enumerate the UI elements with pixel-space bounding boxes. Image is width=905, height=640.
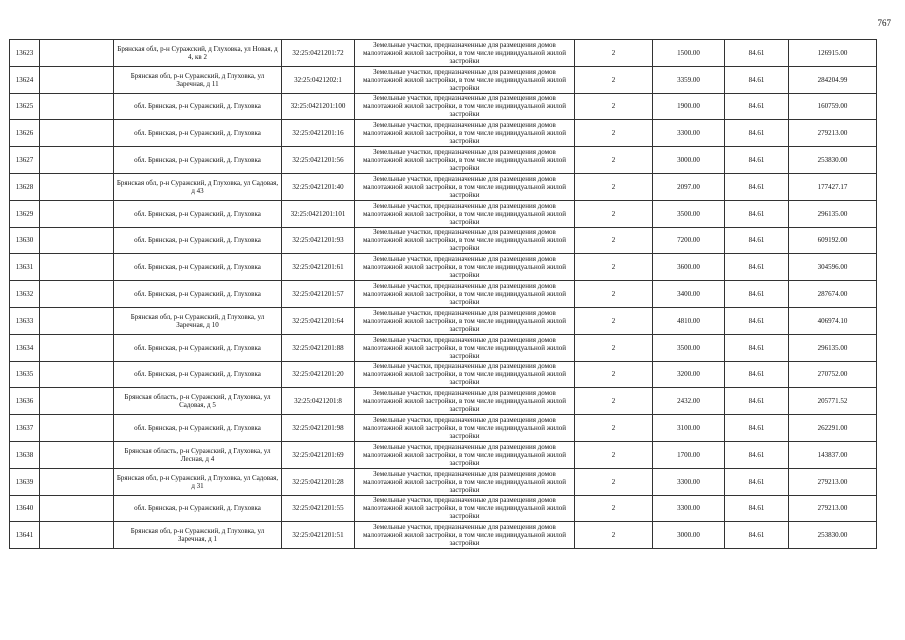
cadastral-number-cell: 32:25:0421201:55 bbox=[282, 495, 355, 522]
address-cell: Брянская обл, р-н Суражский, д Глуховка, ул Садовая, д 31 bbox=[114, 468, 282, 495]
table-row bbox=[10, 441, 877, 468]
area-cell: 3400.00 bbox=[653, 281, 725, 308]
category-cell: 2 bbox=[575, 200, 653, 227]
table-row bbox=[10, 93, 877, 120]
rate-cell: 84.61 bbox=[725, 120, 789, 147]
rate-cell: 84.61 bbox=[725, 40, 789, 67]
table-row bbox=[10, 40, 877, 67]
cadastral-number-cell: 32:25:0421201:28 bbox=[282, 468, 355, 495]
rate-cell: 84.61 bbox=[725, 441, 789, 468]
table-row bbox=[10, 120, 877, 147]
purpose-cell: Земельные участки, предназначенные для размещения домов малоэтажной жилой застройки, в том числе индивидуальной жилой застройки bbox=[355, 120, 575, 147]
purpose-cell: Земельные участки, предназначенные для размещения домов малоэтажной жилой застройки, в том числе индивидуальной жилой застройки bbox=[355, 227, 575, 254]
blank-cell bbox=[40, 40, 114, 67]
purpose-cell: Земельные участки, предназначенные для размещения домов малоэтажной жилой застройки, в том числе индивидуальной жилой застройки bbox=[355, 40, 575, 67]
cadastral-number-cell: 32:25:0421202:1 bbox=[282, 66, 355, 93]
cadastral-number-cell: 32:25:0421201:101 bbox=[282, 200, 355, 227]
blank-cell bbox=[40, 495, 114, 522]
area-cell: 3000.00 bbox=[653, 522, 725, 549]
address-cell: обл. Брянская, р-н Суражский, д. Глуховка bbox=[114, 93, 282, 120]
table-row bbox=[10, 468, 877, 495]
cadastral-value-cell: 270752.00 bbox=[789, 361, 877, 388]
row-number-cell: 13624 bbox=[10, 66, 40, 93]
category-cell: 2 bbox=[575, 227, 653, 254]
cadastral-number-cell: 32:25:0421201:56 bbox=[282, 147, 355, 174]
category-cell: 2 bbox=[575, 120, 653, 147]
purpose-cell: Земельные участки, предназначенные для размещения домов малоэтажной жилой застройки, в том числе индивидуальной жилой застройки bbox=[355, 200, 575, 227]
address-cell: обл. Брянская, р-н Суражский, д. Глуховка bbox=[114, 227, 282, 254]
rate-cell: 84.61 bbox=[725, 93, 789, 120]
purpose-cell: Земельные участки, предназначенные для размещения домов малоэтажной жилой застройки, в том числе индивидуальной жилой застройки bbox=[355, 173, 575, 200]
area-cell: 1900.00 bbox=[653, 93, 725, 120]
area-cell: 3359.00 bbox=[653, 66, 725, 93]
rate-cell: 84.61 bbox=[725, 468, 789, 495]
blank-cell bbox=[40, 227, 114, 254]
purpose-cell: Земельные участки, предназначенные для размещения домов малоэтажной жилой застройки, в том числе индивидуальной жилой застройки bbox=[355, 147, 575, 174]
table-row bbox=[10, 307, 877, 334]
category-cell: 2 bbox=[575, 522, 653, 549]
address-cell: Брянская обл, р-н Суражский, д Глуховка, ул Садовая, д 43 bbox=[114, 173, 282, 200]
cadastral-number-cell: 32:25:0421201:57 bbox=[282, 281, 355, 308]
cadastral-value-cell: 253830.00 bbox=[789, 522, 877, 549]
purpose-cell: Земельные участки, предназначенные для размещения домов малоэтажной жилой застройки, в том числе индивидуальной жилой застройки bbox=[355, 281, 575, 308]
area-cell: 3300.00 bbox=[653, 495, 725, 522]
category-cell: 2 bbox=[575, 93, 653, 120]
address-cell: Брянская обл, р-н Суражский, д Глуховка, ул Заречная, д 11 bbox=[114, 66, 282, 93]
table-row bbox=[10, 200, 877, 227]
table-row bbox=[10, 173, 877, 200]
area-cell: 2432.00 bbox=[653, 388, 725, 415]
table-row bbox=[10, 66, 877, 93]
cadastral-value-cell: 304596.00 bbox=[789, 254, 877, 281]
purpose-cell: Земельные участки, предназначенные для размещения домов малоэтажной жилой застройки, в том числе индивидуальной жилой застройки bbox=[355, 307, 575, 334]
row-number-cell: 13639 bbox=[10, 468, 40, 495]
area-cell: 3100.00 bbox=[653, 415, 725, 442]
rate-cell: 84.61 bbox=[725, 415, 789, 442]
cadastral-value-cell: 279213.00 bbox=[789, 120, 877, 147]
blank-cell bbox=[40, 334, 114, 361]
category-cell: 2 bbox=[575, 361, 653, 388]
cadastral-value-cell: 205771.52 bbox=[789, 388, 877, 415]
cadastral-number-cell: 32:25:0421201:93 bbox=[282, 227, 355, 254]
blank-cell bbox=[40, 441, 114, 468]
rate-cell: 84.61 bbox=[725, 307, 789, 334]
cadastral-value-cell: 126915.00 bbox=[789, 40, 877, 67]
cadastral-value-cell: 253830.00 bbox=[789, 147, 877, 174]
table-row bbox=[10, 388, 877, 415]
blank-cell bbox=[40, 173, 114, 200]
page-number: 767 bbox=[877, 18, 891, 28]
category-cell: 2 bbox=[575, 415, 653, 442]
area-cell: 4810.00 bbox=[653, 307, 725, 334]
address-cell: обл. Брянская, р-н Суражский, д. Глуховка bbox=[114, 361, 282, 388]
cadastral-number-cell: 32:25:0421201:88 bbox=[282, 334, 355, 361]
category-cell: 2 bbox=[575, 468, 653, 495]
cadastral-value-cell: 609192.00 bbox=[789, 227, 877, 254]
address-cell: обл. Брянская, р-н Суражский, д. Глуховка bbox=[114, 147, 282, 174]
row-number-cell: 13641 bbox=[10, 522, 40, 549]
land-registry-table bbox=[9, 39, 877, 549]
cadastral-number-cell: 32:25:0421201:98 bbox=[282, 415, 355, 442]
row-number-cell: 13633 bbox=[10, 307, 40, 334]
row-number-cell: 13640 bbox=[10, 495, 40, 522]
row-number-cell: 13636 bbox=[10, 388, 40, 415]
row-number-cell: 13626 bbox=[10, 120, 40, 147]
category-cell: 2 bbox=[575, 254, 653, 281]
row-number-cell: 13634 bbox=[10, 334, 40, 361]
category-cell: 2 bbox=[575, 307, 653, 334]
area-cell: 2097.00 bbox=[653, 173, 725, 200]
purpose-cell: Земельные участки, предназначенные для размещения домов малоэтажной жилой застройки, в том числе индивидуальной жилой застройки bbox=[355, 468, 575, 495]
cadastral-value-cell: 287674.00 bbox=[789, 281, 877, 308]
area-cell: 3500.00 bbox=[653, 200, 725, 227]
table-row bbox=[10, 281, 877, 308]
row-number-cell: 13628 bbox=[10, 173, 40, 200]
purpose-cell: Земельные участки, предназначенные для размещения домов малоэтажной жилой застройки, в том числе индивидуальной жилой застройки bbox=[355, 495, 575, 522]
table-row bbox=[10, 147, 877, 174]
category-cell: 2 bbox=[575, 173, 653, 200]
cadastral-number-cell: 32:25:0421201:72 bbox=[282, 40, 355, 67]
row-number-cell: 13632 bbox=[10, 281, 40, 308]
rate-cell: 84.61 bbox=[725, 173, 789, 200]
area-cell: 3200.00 bbox=[653, 361, 725, 388]
category-cell: 2 bbox=[575, 147, 653, 174]
row-number-cell: 13629 bbox=[10, 200, 40, 227]
table-body bbox=[10, 40, 877, 549]
rate-cell: 84.61 bbox=[725, 334, 789, 361]
rate-cell: 84.61 bbox=[725, 388, 789, 415]
table-row bbox=[10, 334, 877, 361]
blank-cell bbox=[40, 66, 114, 93]
category-cell: 2 bbox=[575, 66, 653, 93]
category-cell: 2 bbox=[575, 388, 653, 415]
table-row bbox=[10, 254, 877, 281]
cadastral-number-cell: 32:25:0421201:69 bbox=[282, 441, 355, 468]
purpose-cell: Земельные участки, предназначенные для размещения домов малоэтажной жилой застройки, в том числе индивидуальной жилой застройки bbox=[355, 254, 575, 281]
blank-cell bbox=[40, 388, 114, 415]
row-number-cell: 13625 bbox=[10, 93, 40, 120]
purpose-cell: Земельные участки, предназначенные для размещения домов малоэтажной жилой застройки, в том числе индивидуальной жилой застройки bbox=[355, 441, 575, 468]
category-cell: 2 bbox=[575, 281, 653, 308]
address-cell: Брянская обл, р-н Суражский, д Глуховка, ул Новая, д 4, кв 2 bbox=[114, 40, 282, 67]
cadastral-number-cell: 32:25:0421201:64 bbox=[282, 307, 355, 334]
table-row bbox=[10, 522, 877, 549]
area-cell: 3300.00 bbox=[653, 120, 725, 147]
cadastral-value-cell: 279213.00 bbox=[789, 468, 877, 495]
cadastral-value-cell: 160759.00 bbox=[789, 93, 877, 120]
category-cell: 2 bbox=[575, 441, 653, 468]
address-cell: обл. Брянская, р-н Суражский, д. Глуховка bbox=[114, 200, 282, 227]
rate-cell: 84.61 bbox=[725, 254, 789, 281]
cadastral-value-cell: 284204.99 bbox=[789, 66, 877, 93]
blank-cell bbox=[40, 307, 114, 334]
category-cell: 2 bbox=[575, 334, 653, 361]
address-cell: обл. Брянская, р-н Суражский, д. Глуховка bbox=[114, 120, 282, 147]
cadastral-number-cell: 32:25:0421201:100 bbox=[282, 93, 355, 120]
category-cell: 2 bbox=[575, 495, 653, 522]
address-cell: Брянская обл, р-н Суражский, д Глуховка, ул Заречная, д 10 bbox=[114, 307, 282, 334]
purpose-cell: Земельные участки, предназначенные для размещения домов малоэтажной жилой застройки, в том числе индивидуальной жилой застройки bbox=[355, 388, 575, 415]
blank-cell bbox=[40, 468, 114, 495]
address-cell: Брянская область, р-н Суражский, д Глуховка, ул Садовая, д 5 bbox=[114, 388, 282, 415]
purpose-cell: Земельные участки, предназначенные для размещения домов малоэтажной жилой застройки, в том числе индивидуальной жилой застройки bbox=[355, 415, 575, 442]
cadastral-value-cell: 177427.17 bbox=[789, 173, 877, 200]
row-number-cell: 13627 bbox=[10, 147, 40, 174]
blank-cell bbox=[40, 254, 114, 281]
cadastral-value-cell: 296135.00 bbox=[789, 200, 877, 227]
cadastral-value-cell: 406974.10 bbox=[789, 307, 877, 334]
rate-cell: 84.61 bbox=[725, 495, 789, 522]
purpose-cell: Земельные участки, предназначенные для размещения домов малоэтажной жилой застройки, в том числе индивидуальной жилой застройки bbox=[355, 66, 575, 93]
cadastral-number-cell: 32:25:0421201:8 bbox=[282, 388, 355, 415]
address-cell: Брянская область, р-н Суражский, д Глуховка, ул Лесная, д 4 bbox=[114, 441, 282, 468]
address-cell: обл. Брянская, р-н Суражский, д. Глуховка bbox=[114, 415, 282, 442]
blank-cell bbox=[40, 361, 114, 388]
row-number-cell: 13638 bbox=[10, 441, 40, 468]
rate-cell: 84.61 bbox=[725, 227, 789, 254]
cadastral-value-cell: 279213.00 bbox=[789, 495, 877, 522]
area-cell: 3500.00 bbox=[653, 334, 725, 361]
area-cell: 3300.00 bbox=[653, 468, 725, 495]
table-row bbox=[10, 361, 877, 388]
rate-cell: 84.61 bbox=[725, 200, 789, 227]
purpose-cell: Земельные участки, предназначенные для размещения домов малоэтажной жилой застройки, в том числе индивидуальной жилой застройки bbox=[355, 93, 575, 120]
cadastral-value-cell: 262291.00 bbox=[789, 415, 877, 442]
cadastral-value-cell: 296135.00 bbox=[789, 334, 877, 361]
rate-cell: 84.61 bbox=[725, 66, 789, 93]
cadastral-number-cell: 32:25:0421201:61 bbox=[282, 254, 355, 281]
address-cell: обл. Брянская, р-н Суражский, д. Глуховка bbox=[114, 254, 282, 281]
address-cell: обл. Брянская, р-н Суражский, д. Глуховка bbox=[114, 495, 282, 522]
area-cell: 3000.00 bbox=[653, 147, 725, 174]
area-cell: 1500.00 bbox=[653, 40, 725, 67]
rate-cell: 84.61 bbox=[725, 361, 789, 388]
row-number-cell: 13623 bbox=[10, 40, 40, 67]
row-number-cell: 13637 bbox=[10, 415, 40, 442]
category-cell: 2 bbox=[575, 40, 653, 67]
blank-cell bbox=[40, 415, 114, 442]
blank-cell bbox=[40, 120, 114, 147]
blank-cell bbox=[40, 281, 114, 308]
cadastral-value-cell: 143837.00 bbox=[789, 441, 877, 468]
blank-cell bbox=[40, 93, 114, 120]
row-number-cell: 13630 bbox=[10, 227, 40, 254]
cadastral-number-cell: 32:25:0421201:40 bbox=[282, 173, 355, 200]
area-cell: 7200.00 bbox=[653, 227, 725, 254]
rate-cell: 84.61 bbox=[725, 147, 789, 174]
cadastral-number-cell: 32:25:0421201:51 bbox=[282, 522, 355, 549]
area-cell: 1700.00 bbox=[653, 441, 725, 468]
purpose-cell: Земельные участки, предназначенные для размещения домов малоэтажной жилой застройки, в том числе индивидуальной жилой застройки bbox=[355, 334, 575, 361]
address-cell: Брянская обл, р-н Суражский, д Глуховка, ул Заречная, д 1 bbox=[114, 522, 282, 549]
cadastral-number-cell: 32:25:0421201:20 bbox=[282, 361, 355, 388]
row-number-cell: 13631 bbox=[10, 254, 40, 281]
blank-cell bbox=[40, 522, 114, 549]
blank-cell bbox=[40, 200, 114, 227]
table-row bbox=[10, 415, 877, 442]
table-row bbox=[10, 495, 877, 522]
rate-cell: 84.61 bbox=[725, 522, 789, 549]
area-cell: 3600.00 bbox=[653, 254, 725, 281]
rate-cell: 84.61 bbox=[725, 281, 789, 308]
table-row bbox=[10, 227, 877, 254]
cadastral-number-cell: 32:25:0421201:16 bbox=[282, 120, 355, 147]
address-cell: обл. Брянская, р-н Суражский, д. Глуховка bbox=[114, 281, 282, 308]
purpose-cell: Земельные участки, предназначенные для размещения домов малоэтажной жилой застройки, в том числе индивидуальной жилой застройки bbox=[355, 522, 575, 549]
purpose-cell: Земельные участки, предназначенные для размещения домов малоэтажной жилой застройки, в том числе индивидуальной жилой застройки bbox=[355, 361, 575, 388]
blank-cell bbox=[40, 147, 114, 174]
address-cell: обл. Брянская, р-н Суражский, д. Глуховка bbox=[114, 334, 282, 361]
row-number-cell: 13635 bbox=[10, 361, 40, 388]
